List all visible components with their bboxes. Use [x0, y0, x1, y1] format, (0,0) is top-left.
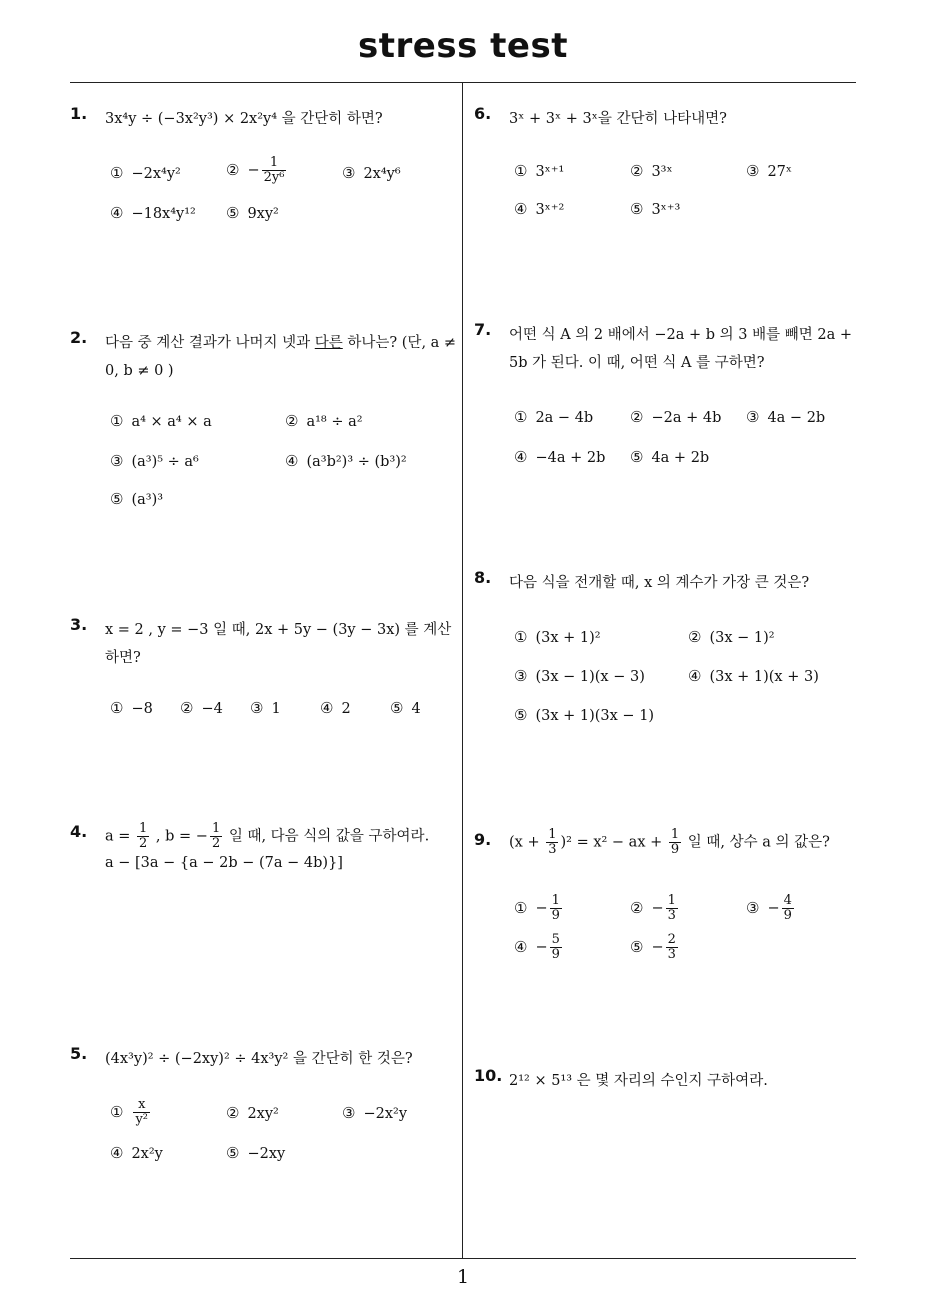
option-2[interactable]: ② −2a + 4b [630, 408, 722, 426]
option-4[interactable]: ④ (a³b²)³ ÷ (b³)² [285, 452, 407, 470]
option-3[interactable]: ③ 1 [250, 699, 281, 717]
option-2[interactable]: ② (3x − 1)² [688, 628, 775, 646]
option-3[interactable]: ③ (3x − 1)(x − 3) [514, 667, 645, 685]
option-3[interactable]: ③ 2x⁴y⁶ [342, 164, 401, 182]
option-4[interactable]: ④ 2x²y [110, 1144, 163, 1162]
option-4[interactable]: ④ − $\frac{5}{9}$ [514, 932, 560, 962]
option-4[interactable]: ④ (3x + 1)(x + 3) [688, 667, 819, 685]
question-number: 5. [70, 1044, 88, 1063]
option-2[interactable]: ② − $\frac{1}{3}$ [630, 893, 676, 923]
option-4[interactable]: ④ −18x⁴y¹² [110, 204, 196, 222]
question-number: 8. [474, 568, 492, 587]
question-stem: (x + $\frac{1}{3}$ )² = x² − ax + $\frac{1}{9}$ 일 때, 상수 a 의 값은? [509, 827, 830, 857]
question-stem: 어떤 식 A 의 2 배에서 −2a + b 의 3 배를 빼면 2a + 5b 가 된다. 이 때, 어떤 식 A 를 구하면? [509, 327, 853, 371]
option-5[interactable]: ⑤ 9xy² [226, 204, 279, 222]
option-3[interactable]: ③ 4a − 2b [746, 408, 826, 426]
expression: a − [3a − {a − 2b − (7a − 4b)}] [105, 855, 343, 871]
option-2[interactable]: ② −4 [180, 699, 223, 717]
column-divider [462, 83, 463, 1258]
option-1[interactable]: ① 3ˣ⁺¹ [514, 162, 565, 180]
question-stem: a = $\frac{1}{2}$ , b = − $\frac{1}{2}$ 일 때, 다음 식의 값을 구하여라. a − [3a − {a − 2b − (7a − 4b)}] [105, 821, 430, 871]
option-1[interactable]: ① 2a − 4b [514, 408, 594, 426]
option-1[interactable]: ① a⁴ × a⁴ × a [110, 412, 212, 430]
question-number: 4. [70, 822, 88, 841]
option-5[interactable]: ⑤ 3ˣ⁺³ [630, 200, 681, 218]
question-number: 3. [70, 615, 88, 634]
option-1[interactable]: ① −2x⁴y² [110, 164, 181, 182]
option-3[interactable]: ③ 27ˣ [746, 162, 793, 180]
question-stem: 다음 식을 전개할 때, x 의 계수가 가장 큰 것은? [509, 575, 810, 591]
option-3[interactable]: ③ (a³)⁵ ÷ a⁶ [110, 452, 199, 470]
option-5[interactable]: ⑤ −2xy [226, 1144, 286, 1162]
option-5[interactable]: ⑤ − $\frac{2}{3}$ [630, 932, 676, 962]
option-4[interactable]: ④ 2 [320, 699, 351, 717]
question-stem: 3ˣ + 3ˣ + 3ˣ을 간단히 나타내면? [509, 111, 727, 127]
question-number: 6. [474, 104, 492, 123]
question-stem: 다음 중 계산 결과가 나머지 넷과 다른 하나는? (단, a ≠ 0, b ≠ 0 ) [105, 335, 457, 379]
option-3[interactable]: ③ −2x²y [342, 1104, 408, 1122]
option-5[interactable]: ⑤ 4 [390, 699, 421, 717]
bottom-rule [70, 1258, 856, 1259]
question-stem: 2¹² × 5¹³ 은 몇 자리의 수인지 구하여라. [509, 1073, 768, 1089]
page-title: stress test [358, 26, 568, 66]
question-number: 1. [70, 104, 88, 123]
option-2[interactable]: ② 2xy² [226, 1104, 279, 1122]
question-number: 2. [70, 328, 88, 347]
question-stem: (4x³y)² ÷ (−2xy)² ÷ 4x³y² 을 간단히 한 것은? [105, 1051, 413, 1067]
question-stem: 3x⁴y ÷ (−3x²y³) × 2x²y⁴ 을 간단히 하면? [105, 111, 383, 127]
option-4[interactable]: ④ 3ˣ⁺² [514, 200, 565, 218]
option-4[interactable]: ④ −4a + 2b [514, 448, 606, 466]
question-number: 10. [474, 1066, 503, 1085]
top-rule [70, 82, 856, 83]
option-5[interactable]: ⑤ (a³)³ [110, 490, 164, 508]
option-2[interactable]: ② − $\frac{1}{\text{2y⁶}}$ [226, 155, 285, 185]
question-number: 7. [474, 320, 492, 339]
option-5[interactable]: ⑤ (3x + 1)(3x − 1) [514, 706, 655, 724]
option-3[interactable]: ③ − $\frac{4}{9}$ [746, 893, 792, 923]
option-2[interactable]: ② 3³ˣ [630, 162, 673, 180]
option-1[interactable]: ① $\frac{x}{\text{y²}}$ [110, 1097, 149, 1127]
option-1[interactable]: ① (3x + 1)² [514, 628, 601, 646]
option-1[interactable]: ① −8 [110, 699, 153, 717]
page-number: 1 [456, 1266, 470, 1288]
question-number: 9. [474, 830, 492, 849]
option-5[interactable]: ⑤ 4a + 2b [630, 448, 710, 466]
option-1[interactable]: ① − $\frac{1}{9}$ [514, 893, 560, 923]
question-stem: x = 2 , y = −3 일 때, 2x + 5y − (3y − 3x) 를 계산하면? [105, 622, 452, 666]
option-2[interactable]: ② a¹⁸ ÷ a² [285, 412, 363, 430]
